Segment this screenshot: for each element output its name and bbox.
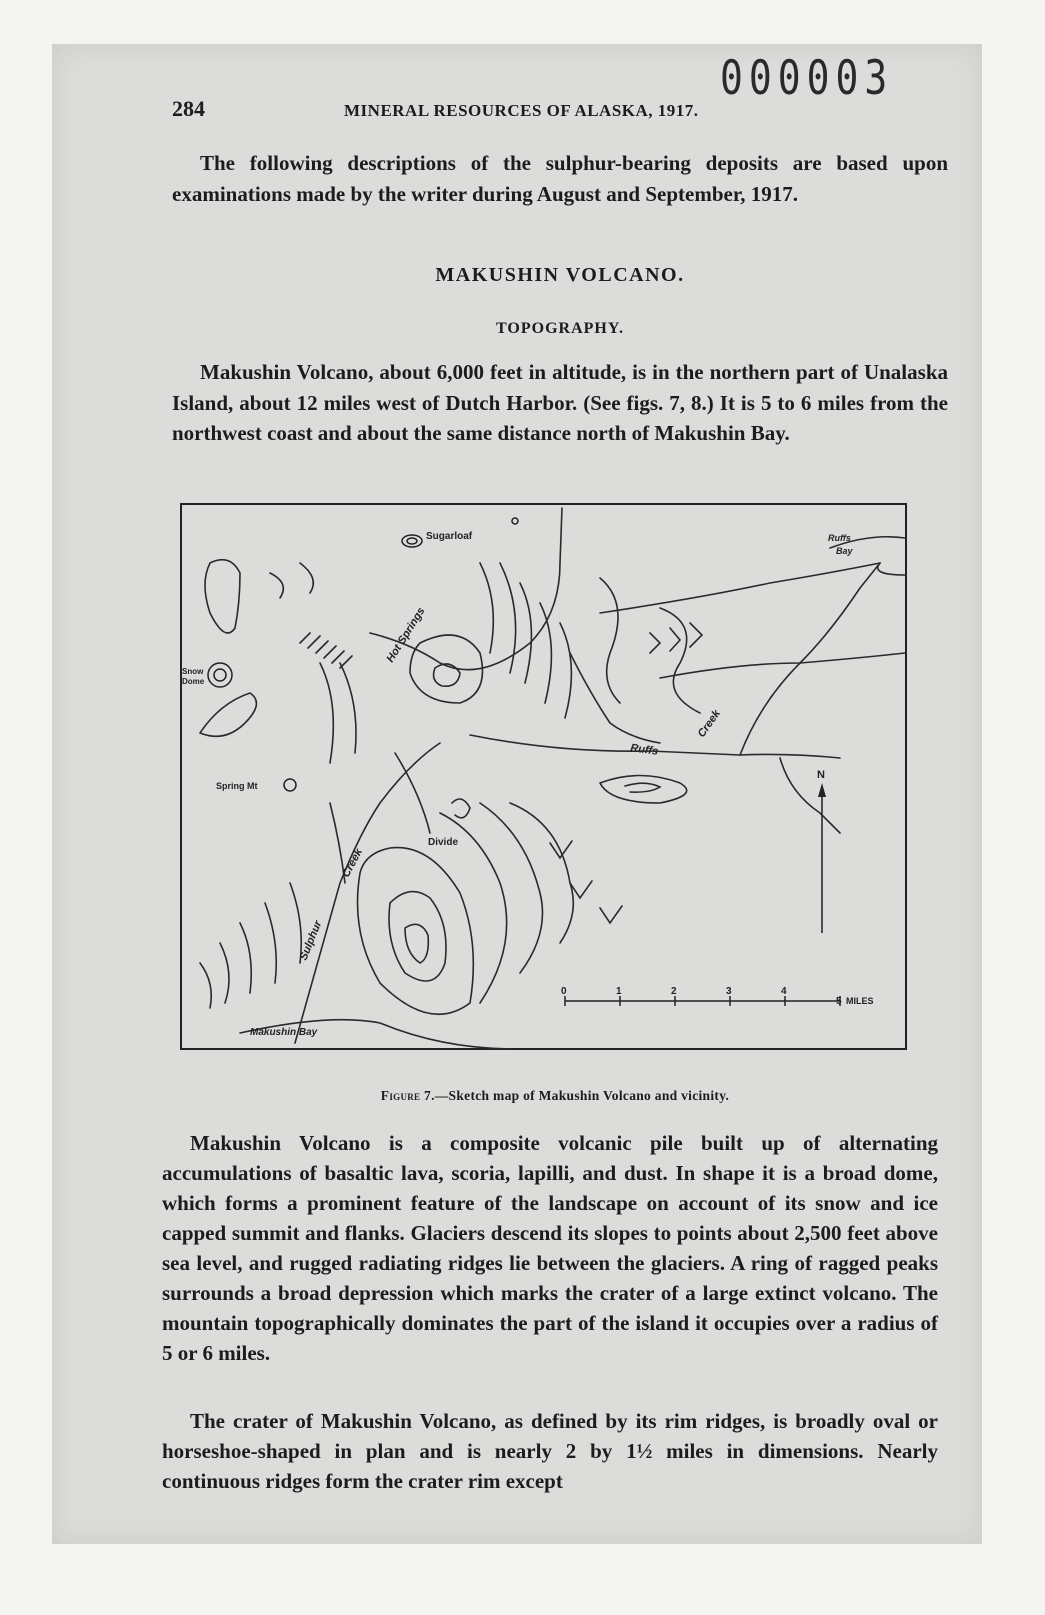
label-creek-west: Creek (340, 846, 366, 880)
scale-tick-0: 0 (561, 986, 567, 997)
label-sugarloaf: Sugarloaf (426, 531, 473, 542)
scale-tick-2: 2 (671, 986, 677, 997)
south-ridge-contour-2 (480, 803, 543, 973)
ridge-contour-d (660, 608, 700, 713)
hatched-ridges (300, 633, 352, 668)
sugarloaf-peak-inner (407, 538, 417, 544)
chevron-contours-east (650, 623, 702, 653)
label-spring-mt: Spring Mt (216, 781, 258, 791)
west-coast-contours (200, 943, 229, 1008)
ruffs-tributary-east (660, 653, 905, 678)
topography-paragraph: Makushin Volcano, about 6,000 feet in altitude, is in the northern part of Unalaska Island, about 12 miles west of Dutch Harbor. (See figs. 7, 8.) It is 5 to 6 miles from the northwest coast and about the same distance north of Makushin Bay. (172, 360, 948, 445)
ridge-contour-b (540, 603, 571, 718)
ridge-oval-east (600, 776, 687, 804)
ruffs-creek-upper (740, 563, 880, 755)
scale-tick-4: 4 (781, 986, 787, 997)
snow-dome-glacier-south (200, 693, 256, 736)
south-dome-contour-2 (389, 892, 446, 981)
label-ruffs-bay-2: Bay (836, 546, 853, 556)
ridge-contour-a (480, 563, 531, 683)
south-dome-contour-3 (405, 924, 428, 963)
snow-dome-peak (208, 663, 232, 687)
section-title: MAKUSHIN VOLCANO. (435, 264, 685, 286)
snow-dome-glacier-west (205, 560, 240, 633)
ridge-oval-east-inner (625, 783, 660, 792)
west-ridge-contours (240, 883, 301, 993)
ruffs-tributary-north (600, 563, 880, 613)
north-label: N (817, 769, 825, 781)
map-frame (181, 504, 906, 1049)
scale-bar (561, 986, 874, 1007)
spring-mt-peak (284, 779, 296, 791)
scale-tick-5: 5 (836, 996, 842, 1007)
south-dome-contour-1 (358, 848, 474, 1015)
label-ruffs-bay-1: Ruffs (828, 533, 851, 543)
scale-tick-3: 3 (726, 986, 732, 997)
label-hot-springs: Hot Springs (384, 605, 428, 665)
figure-caption (180, 1088, 930, 1104)
north-contours (270, 563, 313, 598)
intro-paragraph: The following descriptions of the sulphur-bearing deposits are based upon examinations made by the writer during August and September, 1917. (172, 151, 948, 206)
divide-peak (452, 799, 470, 818)
label-creek-east: Creek (695, 707, 723, 740)
sugarloaf-peak (402, 535, 422, 547)
summit-contour-2 (434, 664, 460, 686)
label-makushin-bay: Makushin Bay (250, 1027, 318, 1038)
label-divide: Divide (428, 837, 459, 848)
label-ruffs: Ruffs (629, 742, 659, 758)
north-arrow (817, 769, 826, 933)
label-snow-dome-1: Snow (182, 667, 204, 676)
page-number: 284 (172, 96, 205, 121)
body-paragraph-1: Makushin Volcano is a composite volcanic pile built up of alternating accumulations of basaltic lava, scoria, lapilli, and dust. In shape it is a broad dome, which forms a prominent feature of the landscape on account of its snow and ice capped summit and flanks. Glaciers descend its slopes to points about 2,500 feet above sea level, and rugged radiating ridges lie between the glaciers. A ring of ragged peaks surrounds a broad depression which marks the crater of a large extinct volcano. The mountain topographically dominates the part of the island it occupies over a radius of 5 or 6 miles. (162, 1131, 938, 1365)
figure-caption-label: Figure 7. (380, 1088, 435, 1103)
document-stamp-number: 000003 (720, 50, 894, 105)
subsection-title: TOPOGRAPHY. (496, 320, 624, 337)
ridge-contour-c (600, 578, 620, 703)
label-sulphur: Sulphur (297, 919, 325, 963)
sketch-map (180, 503, 930, 1070)
body-paragraph-2: The crater of Makushin Volcano, as defined by its rim ridges, is broadly oval or horseshoe-shaped in plan and is nearly 2 by 1½ miles in dimensions. Nearly continuous ridges form the crater rim except (162, 1409, 938, 1493)
running-title: MINERAL RESOURCES OF ALASKA, 1917. (344, 101, 699, 120)
label-snow-dome-2: Dome (182, 677, 205, 686)
ruffs-tributary-south (780, 758, 840, 833)
figure-caption-text: —Sketch map of Makushin Volcano and vicinity. (434, 1088, 730, 1103)
small-lake (512, 518, 518, 524)
snow-dome-peak-inner (214, 669, 226, 681)
scale-unit: MILES (846, 996, 874, 1006)
scale-tick-1: 1 (616, 986, 622, 997)
glacier-ridge-east (320, 663, 356, 763)
